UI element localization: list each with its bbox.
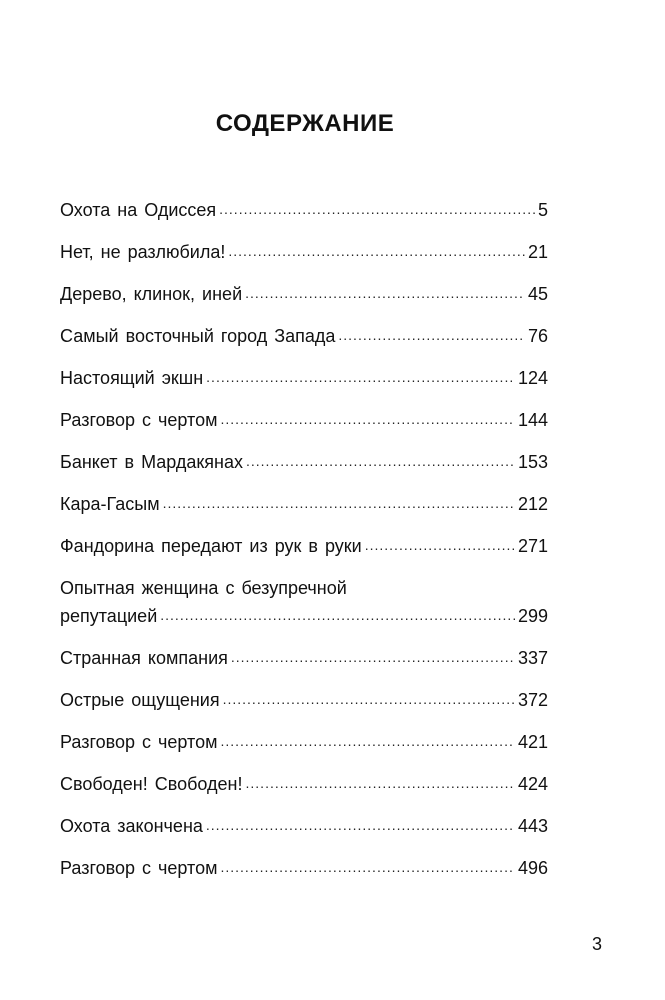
toc-entry-page: 299	[517, 606, 548, 626]
dot-leader	[206, 369, 515, 385]
toc-entry-page: 124	[517, 368, 548, 388]
dot-leader	[220, 411, 514, 427]
toc-entry-page: 5	[537, 200, 548, 220]
toc-entry-title: Кара-Гасым	[60, 494, 160, 514]
toc-entry-page: 337	[517, 648, 548, 668]
table-of-contents	[60, 196, 548, 896]
toc-entry-page: 212	[517, 494, 548, 514]
toc-entry-title: Банкет в Мардакянах	[60, 452, 243, 472]
toc-entry	[60, 574, 548, 630]
toc-entry-page: 45	[527, 284, 548, 304]
toc-entry-page: 443	[517, 816, 548, 836]
dot-leader	[245, 285, 525, 301]
toc-entry-page: 421	[517, 732, 548, 752]
toc-entry-page: 144	[517, 410, 548, 430]
toc-entry-title-line1: Опытная женщина с безупречной	[60, 578, 347, 598]
toc-entry-title: Охота закончена	[60, 816, 203, 836]
toc-entry-title: Нет, не разлюбила!	[60, 242, 226, 262]
toc-entry-title: Свободен! Свободен!	[60, 774, 243, 794]
dot-leader	[231, 649, 515, 665]
dot-leader	[228, 243, 525, 259]
dot-leader	[206, 817, 515, 833]
toc-entry-title: Самый восточный город Запада	[60, 326, 336, 346]
toc-entry-title: Настоящий экшн	[60, 368, 204, 388]
dot-leader	[163, 495, 515, 511]
toc-entry-title: Разговор с чертом	[60, 410, 218, 430]
toc-entry	[60, 490, 548, 518]
toc-entry	[60, 812, 548, 840]
toc-entry-title: Фандорина передают из рук в руки	[60, 536, 362, 556]
toc-entry-page: 271	[517, 536, 548, 556]
dot-leader	[219, 201, 535, 217]
dot-leader	[220, 859, 514, 875]
toc-entry-title: Разговор с чертом	[60, 732, 218, 752]
toc-entry-page: 424	[517, 774, 548, 794]
toc-entry-title: Странная компания	[60, 648, 228, 668]
toc-entry	[60, 364, 548, 392]
toc-entry	[60, 406, 548, 434]
dot-leader	[246, 453, 515, 469]
page-number: 3	[592, 934, 603, 954]
dot-leader	[365, 537, 515, 553]
toc-entry-page: 21	[527, 242, 548, 262]
toc-entry	[60, 322, 548, 350]
toc-entry-page: 76	[527, 326, 548, 346]
dot-leader	[220, 733, 514, 749]
toc-entry	[60, 728, 548, 756]
toc-entry	[60, 280, 548, 308]
toc-entry-title-line2: репутацией	[60, 606, 158, 626]
dot-leader	[160, 607, 515, 623]
toc-entry	[60, 196, 548, 224]
page-title: СОДЕРЖАНИЕ	[215, 110, 395, 137]
toc-entry-title: Охота на Одиссея	[60, 200, 217, 220]
toc-entry	[60, 532, 548, 560]
toc-entry-last-line	[60, 602, 548, 630]
toc-entry-page: 153	[517, 452, 548, 472]
toc-entry	[60, 448, 548, 476]
toc-entry-title: Разговор с чертом	[60, 858, 218, 878]
toc-entry	[60, 854, 548, 882]
toc-entry	[60, 686, 548, 714]
toc-entry-page: 372	[517, 690, 548, 710]
toc-entry-title: Дерево, клинок, иней	[60, 284, 243, 304]
toc-entry-title: Острые ощущения	[60, 690, 220, 710]
toc-entry	[60, 644, 548, 672]
toc-entry-page: 496	[517, 858, 548, 878]
dot-leader	[223, 691, 515, 707]
toc-entry	[60, 770, 548, 798]
toc-entry	[60, 238, 548, 266]
dot-leader	[246, 775, 515, 791]
dot-leader	[338, 327, 525, 343]
